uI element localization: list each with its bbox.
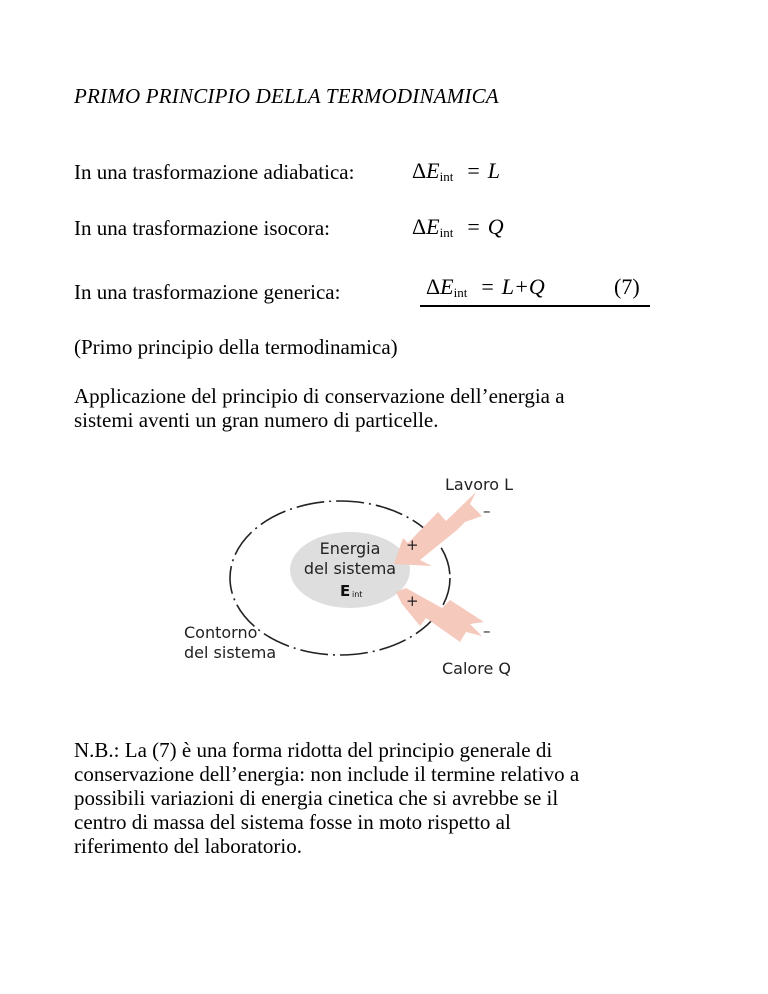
boundary-label-line2: del sistema [184, 643, 277, 662]
equation-underline [420, 305, 650, 307]
center-symbol: E [340, 582, 351, 600]
work-minus-sign: – [483, 502, 491, 520]
adiabatic-label: In una trasformazione adiabatica: [74, 160, 355, 184]
heat-minus-sign: – [483, 622, 491, 640]
energy-symbol: E [440, 274, 454, 299]
note-paragraph [74, 738, 579, 858]
delta-symbol: Δ [412, 158, 427, 183]
rhs-term: L [487, 158, 501, 183]
paragraph-line: sistemi aventi un gran numero di particelle. [74, 408, 439, 432]
isochoric-equation [412, 214, 504, 241]
work-plus-sign: + [406, 536, 419, 554]
equals-sign: = [481, 274, 494, 299]
center-label-line1: Energia [319, 539, 381, 558]
intro-paragraph [74, 384, 565, 432]
rhs-term: L+Q [501, 274, 545, 299]
equals-sign: = [467, 158, 480, 183]
heat-plus-sign: + [406, 592, 419, 610]
work-label: Lavoro L [445, 475, 513, 494]
equation-number: (7) [614, 274, 640, 299]
paragraph-line: possibili variazioni di energia cinetica che si avrebbe se il [74, 786, 559, 810]
int-subscript: int [439, 225, 454, 240]
paragraph-line: N.B.: La (7) è una forma ridotta del principio generale di [74, 738, 553, 762]
heat-label: Calore Q [442, 659, 511, 678]
page-title: PRIMO PRINCIPIO DELLA TERMODINAMICA [74, 84, 499, 108]
int-subscript: int [439, 169, 454, 184]
adiabatic-equation [412, 158, 500, 185]
energy-diagram [170, 470, 570, 700]
work-arrow [394, 492, 482, 566]
energy-symbol: E [426, 214, 440, 239]
work-arrow-shape [394, 492, 482, 566]
generic-label: In una trasformazione generica: [74, 280, 341, 304]
delta-symbol: Δ [426, 274, 441, 299]
paragraph-line: conservazione dell’energia: non include il termine relativo a [74, 762, 580, 786]
paragraph-line: riferimento del laboratorio. [74, 834, 302, 858]
paragraph-line: Applicazione del principio di conservazione dell’energia a [74, 384, 565, 408]
generic-equation [426, 274, 545, 301]
isochoric-label: In una trasformazione isocora: [74, 216, 330, 240]
equals-sign: = [467, 214, 480, 239]
center-subscript: int [352, 590, 363, 599]
center-label-line2: del sistema [303, 559, 397, 578]
delta-symbol: Δ [412, 214, 427, 239]
int-subscript: int [453, 285, 468, 300]
paragraph-line: centro di massa del sistema fosse in moto rispetto al [74, 810, 511, 834]
rhs-term: Q [487, 214, 504, 239]
boundary-label-line1: Contorno [184, 623, 258, 642]
energy-symbol: E [426, 158, 440, 183]
caption: (Primo principio della termodinamica) [74, 335, 398, 359]
